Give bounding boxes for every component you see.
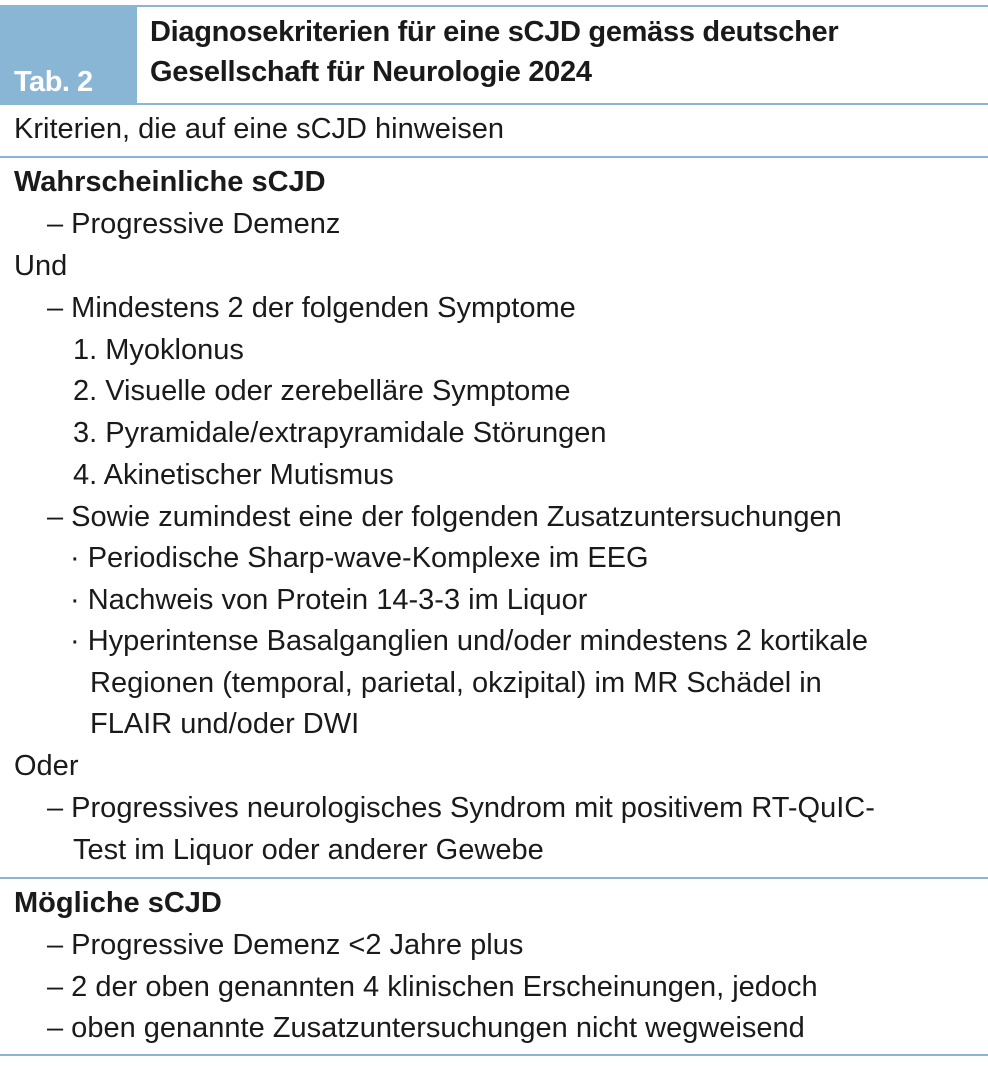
list-item-rtquic: – Progressives neurologisches Syndrom mit positivem RT-QuIC- — [47, 792, 875, 824]
possible-heading: Mögliche sCJD — [14, 887, 222, 919]
list-item-min2: – Mindestens 2 der folgenden Symptome — [47, 292, 576, 324]
list-item-rtquic-continuation: Test im Liquor oder anderer Gewebe — [73, 834, 544, 866]
section-divider — [0, 877, 988, 879]
and-label: Und — [14, 250, 68, 282]
test-item: · Hyperintense Basalganglien und/oder mindestens 2 kortikale — [70, 625, 868, 657]
symptom-item: 2. Visuelle oder zerebelläre Symptome — [73, 375, 571, 407]
tab-number: Tab. 2 — [14, 66, 93, 98]
list-item-tests: – Sowie zumindest eine der folgenden Zusatzuntersuchungen — [47, 501, 842, 533]
header-top-rule — [137, 5, 988, 7]
test-item-continuation: Regionen (temporal, parietal, okzipital) im MR Schädel in — [90, 667, 822, 699]
list-item: – Progressive Demenz <2 Jahre plus — [47, 929, 524, 961]
or-label: Oder — [14, 750, 79, 782]
table-title — [150, 12, 970, 92]
list-item: – 2 der oben genannten 4 klinischen Erscheinungen, jedoch — [47, 971, 818, 1003]
table-header — [0, 0, 988, 105]
title-line-1: Diagnosekriterien für eine sCJD gemäss deutscher — [150, 16, 839, 48]
symptom-item: 4. Akinetischer Mutismus — [73, 459, 394, 491]
test-item: · Periodische Sharp-wave-Komplexe im EEG — [70, 542, 649, 574]
list-item: – oben genannte Zusatzuntersuchungen nicht wegweisend — [47, 1012, 805, 1044]
table-bottom-rule — [0, 1054, 988, 1056]
test-item-continuation: FLAIR und/oder DWI — [90, 708, 360, 740]
section-divider — [0, 156, 988, 158]
header-bottom-rule — [0, 103, 988, 105]
intro-text: Kriterien, die auf eine sCJD hinweisen — [14, 113, 505, 145]
symptom-item: 3. Pyramidale/extrapyramidale Störungen — [73, 417, 607, 449]
test-item: · Nachweis von Protein 14-3-3 im Liquor — [70, 584, 588, 616]
title-line-2: Gesellschaft für Neurologie 2024 — [150, 56, 592, 88]
tab-label-box — [0, 5, 137, 105]
symptom-item: 1. Myoklonus — [73, 334, 244, 366]
list-item-dementia: – Progressive Demenz — [47, 208, 341, 240]
probable-heading: Wahrscheinliche sCJD — [14, 166, 326, 198]
